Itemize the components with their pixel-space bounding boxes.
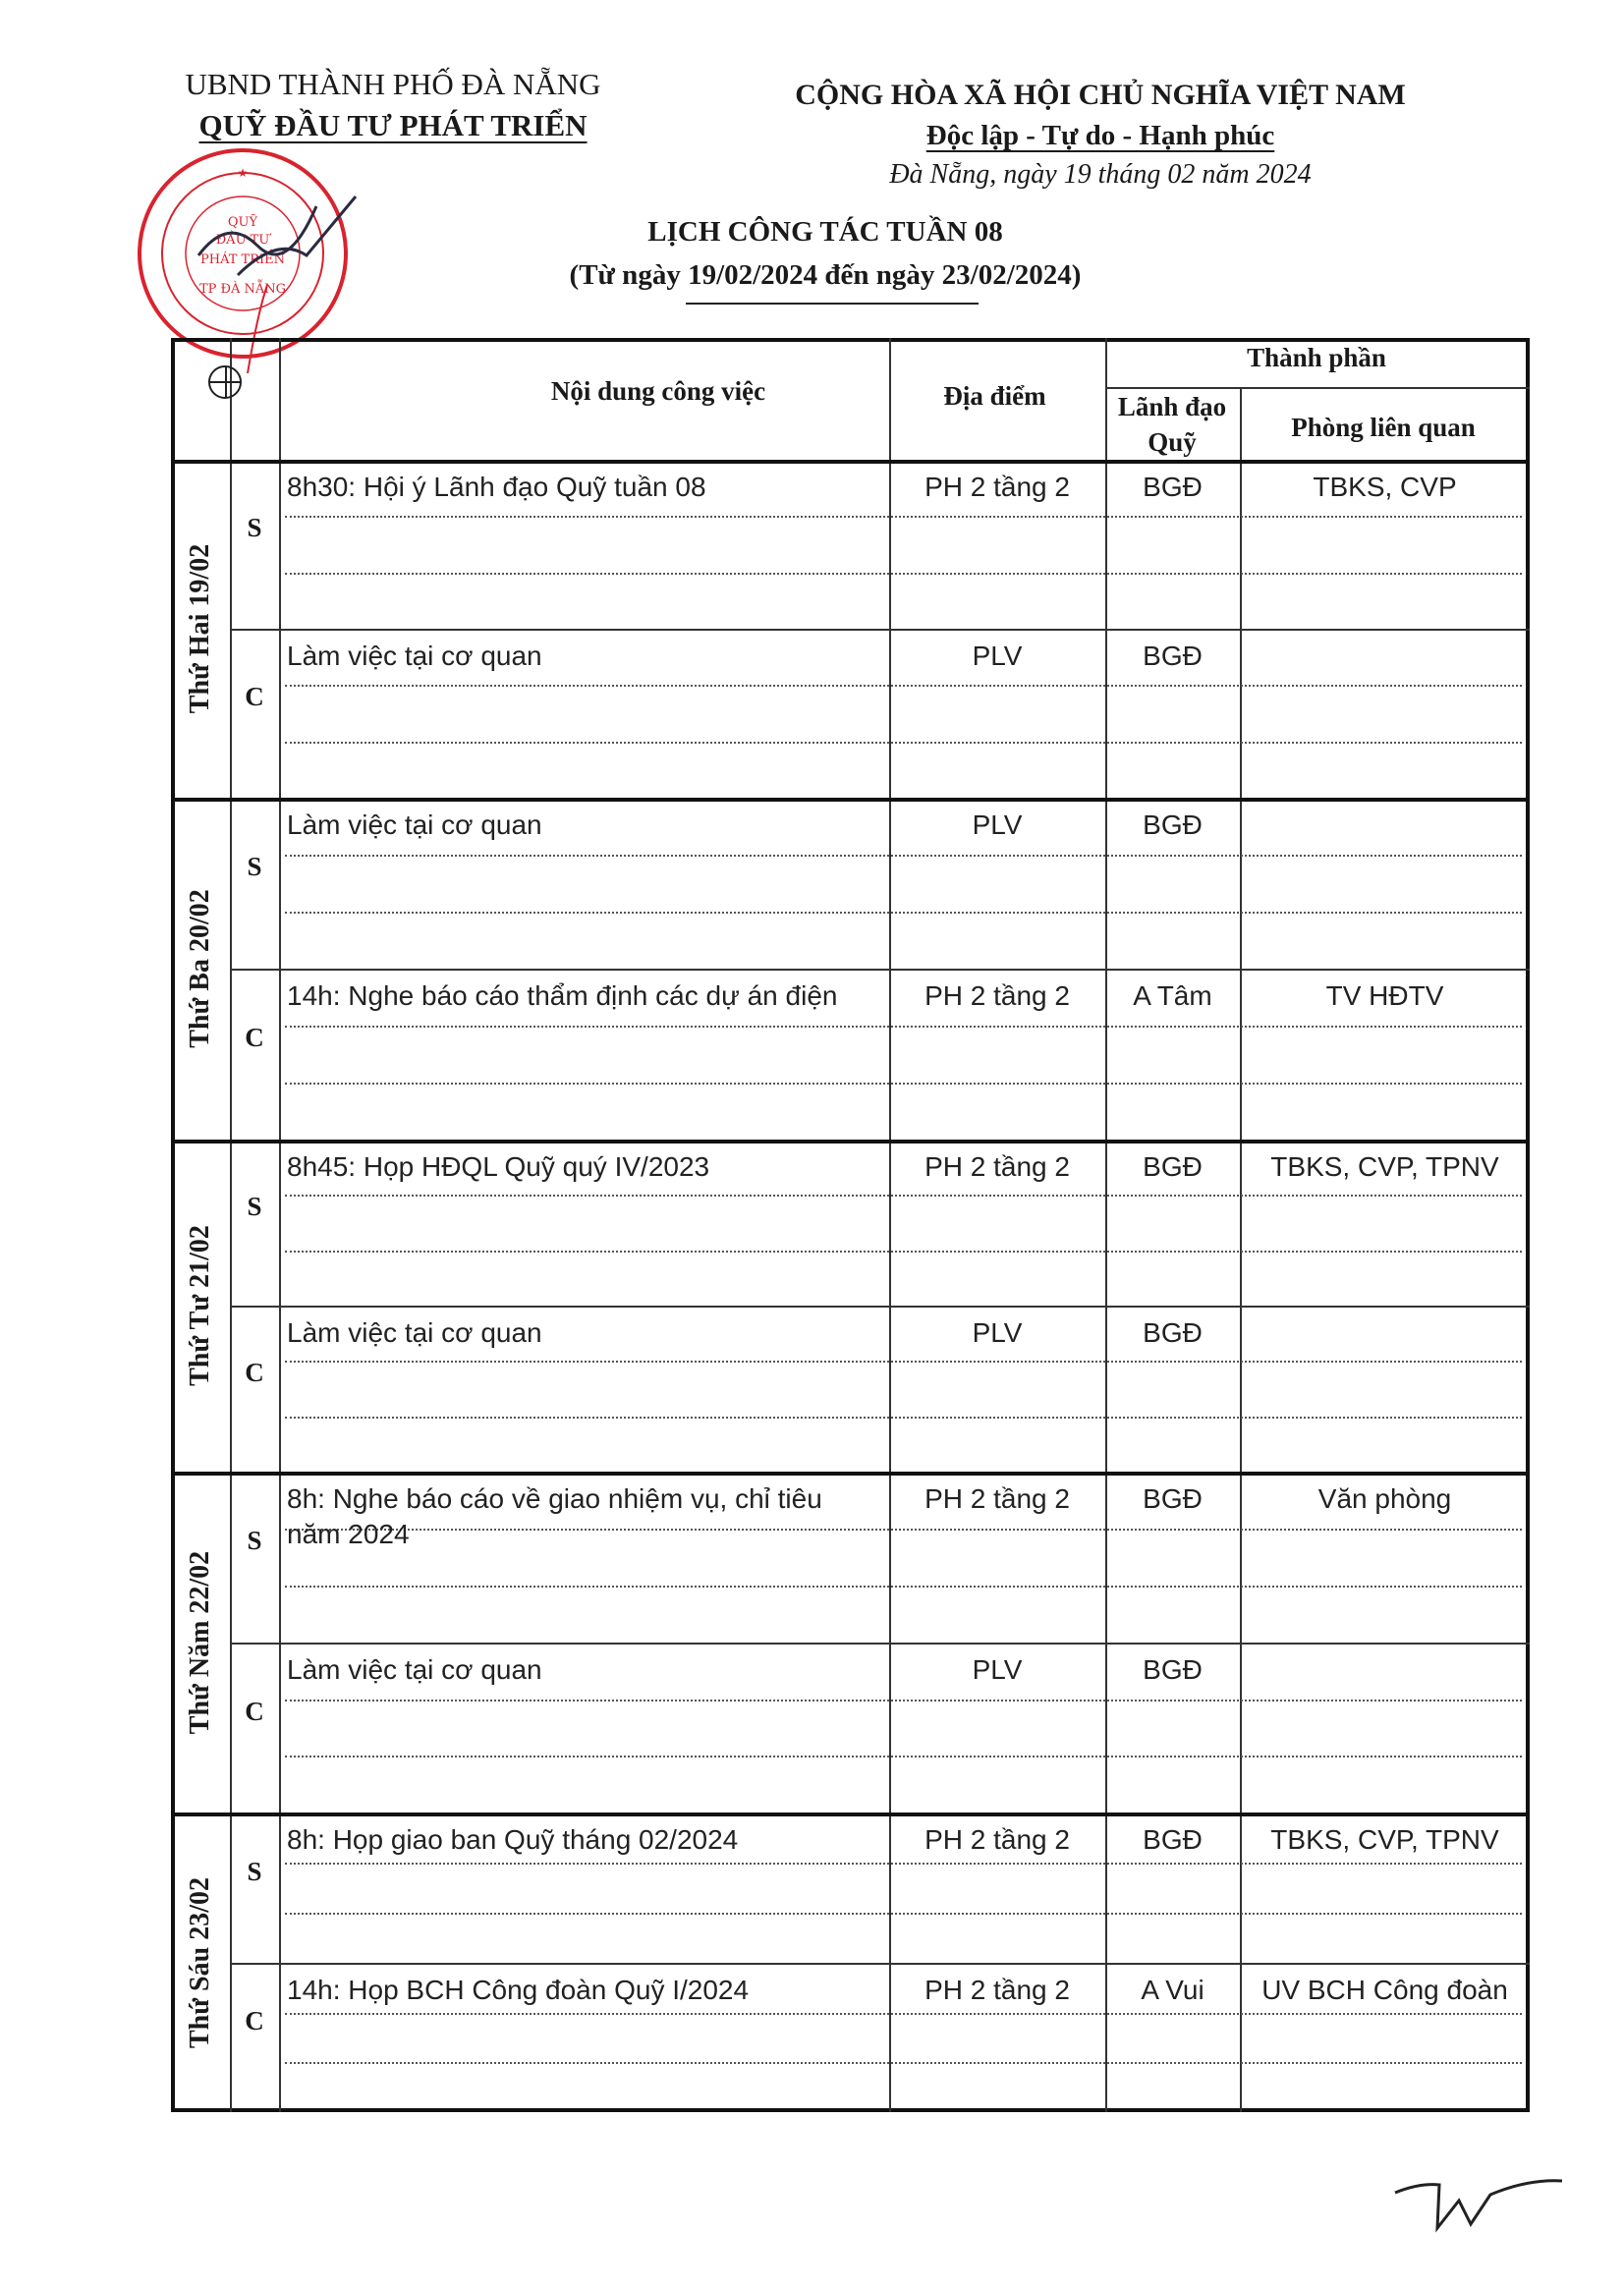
task-location: PH 2 tầng 2	[924, 1824, 1070, 1855]
header-leader: Lãnh đạo Quỹ	[1117, 392, 1227, 457]
dotted-rule	[285, 1251, 1522, 1253]
org-name-text: QUỸ ĐẦU TƯ PHÁT TRIỂN	[198, 108, 588, 142]
national-motto	[747, 120, 1454, 152]
task-leader: BGĐ	[1143, 472, 1203, 502]
task-departments: UV BCH Công đoàn	[1261, 1975, 1508, 2005]
session-label: C	[245, 1696, 264, 1726]
session-label: S	[247, 1191, 262, 1221]
task-location: PLV	[972, 809, 1023, 840]
task-content: 8h: Nghe báo cáo về giao nhiệm vụ, chỉ tiêu năm 2024	[287, 1483, 822, 1549]
motto-text: Độc lập - Tự do - Hạnh phúc	[925, 120, 1275, 151]
day-label: Thứ Tư 21/02	[185, 1225, 215, 1386]
session-divider	[230, 1643, 1530, 1645]
session-divider	[230, 1306, 1530, 1308]
task-location: PH 2 tầng 2	[924, 472, 1070, 502]
session-label: S	[247, 1856, 262, 1886]
title-underline	[686, 303, 979, 305]
column-divider	[279, 338, 281, 2112]
dotted-rule	[285, 742, 1522, 744]
day-divider	[171, 798, 1530, 802]
dotted-rule	[285, 1913, 1522, 1915]
task-leader: BGĐ	[1143, 1483, 1203, 1514]
dotted-rule	[285, 685, 1522, 687]
task-leader: BGĐ	[1143, 1654, 1203, 1685]
dotted-rule	[285, 1026, 1522, 1028]
task-leader: A Tâm	[1133, 980, 1212, 1011]
dotted-rule	[285, 516, 1522, 518]
svg-text:PHÁT TRIỂN: PHÁT TRIỂN	[199, 252, 286, 267]
header-participants: Thành phần	[1247, 343, 1386, 372]
task-location: PLV	[972, 1317, 1023, 1348]
day-divider	[171, 1813, 1530, 1816]
dotted-rule	[285, 1417, 1522, 1419]
task-content: 8h45: Họp HĐQL Quỹ quý IV/2023	[287, 1151, 710, 1182]
task-content: Làm việc tại cơ quan	[287, 809, 542, 840]
task-departments: TBKS, CVP, TPNV	[1270, 1824, 1499, 1855]
task-leader: BGĐ	[1143, 641, 1203, 671]
task-location: PH 2 tầng 2	[924, 980, 1070, 1011]
task-departments: Văn phòng	[1317, 1483, 1452, 1514]
session-label: S	[247, 1526, 262, 1555]
country-name: CỘNG HÒA XÃ HỘI CHỦ NGHĨA VIỆT NAM	[795, 79, 1406, 111]
task-content: 8h: Họp giao ban Quỹ tháng 02/2024	[287, 1824, 739, 1855]
dotted-rule	[285, 2013, 1522, 2015]
dotted-rule	[285, 1083, 1522, 1085]
header-divider	[171, 460, 1530, 464]
task-leader: A Vui	[1141, 1975, 1204, 2005]
document-title: LỊCH CÔNG TÁC TUẦN 08	[647, 216, 1003, 248]
svg-text:ĐẦU TƯ: ĐẦU TƯ	[215, 233, 270, 248]
signature	[1380, 2171, 1577, 2240]
dotted-rule	[285, 1863, 1522, 1865]
svg-text:TP ĐÀ NẴNG: TP ĐÀ NẴNG	[198, 282, 287, 297]
session-divider	[230, 1963, 1530, 1965]
day-label: Thứ Hai 19/02	[185, 543, 215, 714]
task-leader: BGĐ	[1143, 1151, 1203, 1182]
task-departments: TV HĐTV	[1325, 980, 1444, 1011]
day-label: Thứ Ba 20/02	[185, 889, 215, 1048]
place-date: Đà Nẵng, ngày 19 tháng 02 năm 2024	[889, 159, 1312, 190]
task-content: Làm việc tại cơ quan	[287, 641, 542, 671]
dotted-rule	[285, 855, 1522, 857]
crosshair-icon	[208, 365, 242, 399]
header-location: Địa điểm	[943, 381, 1046, 411]
task-leader: BGĐ	[1143, 1317, 1203, 1348]
session-label: C	[245, 1357, 264, 1387]
date-range: (Từ ngày 19/02/2024 đến ngày 23/02/2024)	[569, 259, 1082, 291]
column-divider	[230, 338, 232, 2112]
dotted-rule	[285, 912, 1522, 914]
svg-text:★: ★	[237, 166, 249, 180]
session-label: C	[245, 1023, 264, 1052]
task-content: 8h30: Hội ý Lãnh đạo Quỹ tuần 08	[287, 472, 706, 502]
dotted-rule	[285, 1700, 1522, 1701]
session-label: S	[247, 513, 262, 542]
session-label: C	[245, 2006, 264, 2036]
task-location: PH 2 tầng 2	[924, 1975, 1070, 2005]
task-departments: TBKS, CVP	[1313, 472, 1457, 502]
dotted-rule	[285, 1756, 1522, 1757]
session-divider	[230, 969, 1530, 971]
day-label: Thứ Sáu 23/02	[185, 1876, 215, 2048]
session-divider	[230, 629, 1530, 631]
task-location: PH 2 tầng 2	[924, 1483, 1070, 1514]
dotted-rule	[285, 573, 1522, 575]
day-label: Thứ Năm 22/02	[185, 1550, 215, 1734]
task-location: PH 2 tầng 2	[924, 1151, 1070, 1182]
task-leader: BGĐ	[1143, 1824, 1203, 1855]
org-parent: UBND THÀNH PHỐ ĐÀ NẴNG	[185, 67, 601, 101]
task-departments: TBKS, CVP, TPNV	[1270, 1151, 1499, 1182]
task-content: 14h: Họp BCH Công đoàn Quỹ I/2024	[287, 1975, 750, 2005]
dotted-rule	[285, 1586, 1522, 1588]
task-leader: BGĐ	[1143, 809, 1203, 840]
header-content: Nội dung công việc	[550, 376, 766, 406]
dotted-rule	[285, 2062, 1522, 2064]
task-location: PLV	[972, 1654, 1023, 1685]
task-content: Làm việc tại cơ quan	[287, 1317, 542, 1348]
task-location: PLV	[972, 641, 1023, 671]
dotted-rule	[285, 1361, 1522, 1363]
session-label: C	[245, 682, 264, 711]
task-content: Làm việc tại cơ quan	[287, 1654, 542, 1685]
day-divider	[171, 1472, 1530, 1476]
svg-text:QUỸ: QUỸ	[227, 215, 258, 230]
day-divider	[171, 1140, 1530, 1144]
session-label: S	[247, 852, 262, 881]
task-content: 14h: Nghe báo cáo thẩm định các dự án điện	[287, 980, 838, 1011]
dotted-rule	[285, 1195, 1522, 1197]
header-departments: Phòng liên quan	[1291, 413, 1476, 442]
